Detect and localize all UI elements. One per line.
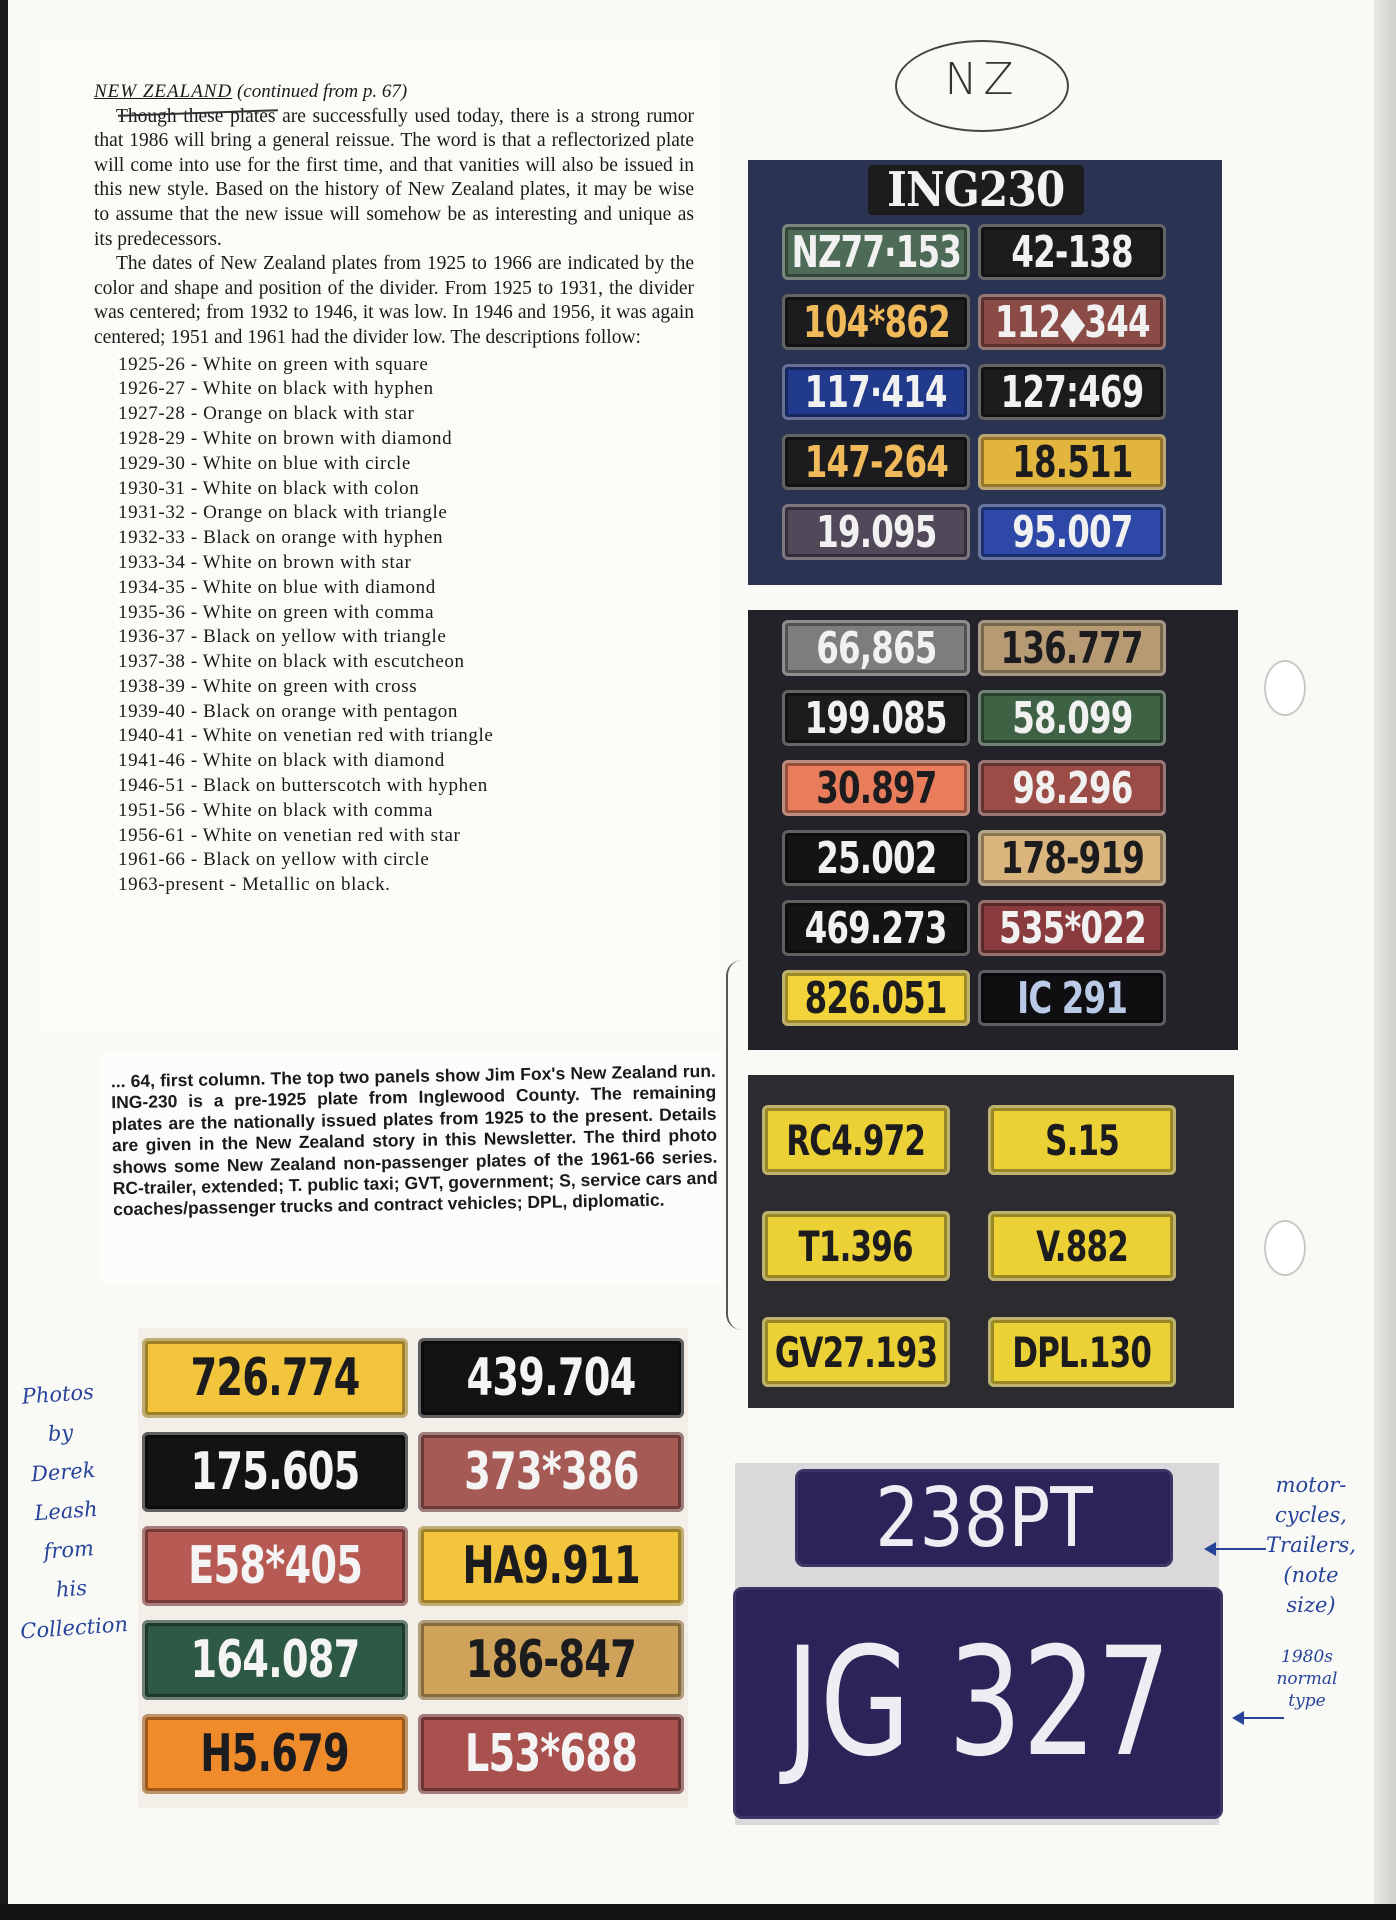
- plate-date-item: 1925-26 - White on green with square: [118, 353, 429, 375]
- binder-hole-bottom: [1264, 1220, 1306, 1276]
- license-plate: 127:469: [978, 364, 1166, 420]
- license-plate: 373*386: [418, 1432, 684, 1512]
- article-para-1: Though these plates are successfully used today, there is a strong rumor that 1986 will bring a general reissue. The word is that a reflectorized plate will come into use for the first time, and that vanities will also be issued in this new style. Based on the history of New Zealand plates, it may be wise to assume that the new issue will somehow be as interesting and unique as its predecessors.: [94, 105, 694, 250]
- plate-date-item: 1932-33 - Black on orange with hyphen: [118, 527, 444, 549]
- license-plate: GV27.193: [762, 1317, 950, 1387]
- handwritten-note-1980s: [1252, 1646, 1362, 1712]
- plate-ing230: ING230: [868, 165, 1084, 215]
- nz-mark: NZ: [895, 40, 1069, 132]
- plate-date-item: 1937-38 - White on black with escutcheon: [118, 651, 465, 673]
- license-plate: V.882: [988, 1211, 1176, 1281]
- license-plate: 175.605: [142, 1432, 408, 1512]
- license-plate: L53*688: [418, 1714, 684, 1794]
- license-plate: S.15: [988, 1105, 1176, 1175]
- plate-date-item: 1961-66 - Black on yellow with circle: [118, 849, 430, 871]
- plate-date-item: 1929-30 - White on blue with circle: [118, 452, 411, 474]
- license-plate: 58.099: [978, 690, 1166, 746]
- plate-date-item: 1928-29 - White on brown with diamond: [118, 427, 453, 449]
- article-para-2: The dates of New Zealand plates from 1925 to 1966 are indicated by the color and shape and position of the divider. From 1925 to 1931, the divider was centered; from 1932 to 1946, it was low. In 1946 and 1956, it was again centered; 1951 and 1961 had the divider low. The descriptions follow:: [94, 253, 694, 348]
- scan-border-bottom: [0, 1904, 1396, 1920]
- plate-date-item: 1951-56 - White on black with comma: [118, 799, 434, 821]
- license-plate: 66,865: [782, 620, 970, 676]
- plate-date-item: 1930-31 - White on black with colon: [118, 477, 420, 499]
- plate-date-item: 1939-40 - Black on orange with pentagon: [118, 700, 458, 722]
- handwritten-line: from: [42, 1536, 95, 1564]
- license-plate: 199.085: [782, 690, 970, 746]
- handwritten-line: Trailers,: [1266, 1533, 1356, 1557]
- plate-date-item: 1940-41 - White on venetian red with triangle: [118, 725, 494, 747]
- plate-date-item: 1963-present - Metallic on black.: [118, 874, 391, 896]
- plate-date-item: 1941-46 - White on black with diamond: [118, 750, 445, 772]
- article-heading: [94, 80, 694, 105]
- photo-panel-non-passenger: [748, 1075, 1234, 1408]
- license-plate: NZ77·153: [782, 224, 970, 280]
- handwritten-note-motorcycles: [1236, 1470, 1386, 1620]
- handwritten-line: Photos: [20, 1379, 95, 1409]
- plate-date-item: 1938-39 - White on green with cross: [118, 675, 418, 697]
- handwritten-note-photo-credit: [0, 1371, 135, 1652]
- license-plate: RC4.972: [762, 1105, 950, 1175]
- plate-date-item: 1935-36 - White on green with comma: [118, 601, 435, 623]
- handwritten-line: Collection: [19, 1611, 129, 1644]
- license-plate: 469.273: [782, 900, 970, 956]
- plate-date-item: 1931-32 - Orange on black with triangle: [118, 502, 448, 524]
- handwritten-line: normal: [1276, 1669, 1338, 1689]
- handwritten-line: (note: [1283, 1563, 1339, 1587]
- photo-panel-later-plates: [748, 610, 1238, 1050]
- license-plate: 186-847: [418, 1620, 684, 1700]
- handwritten-line: his: [55, 1575, 88, 1602]
- license-plate: 117·414: [782, 364, 970, 420]
- license-plate: IC 291: [978, 970, 1166, 1026]
- plate-date-item: 1946-51 - Black on butterscotch with hyphen: [118, 775, 488, 797]
- plate-date-item: 1956-61 - White on venetian red with star: [118, 824, 461, 846]
- license-plate: 30.897: [782, 760, 970, 816]
- heading-continued: (continued from p. 67): [232, 81, 408, 102]
- heading-country: NEW ZEALAND: [94, 81, 233, 102]
- license-plate: 535*022: [978, 900, 1166, 956]
- arrow-to-small-plate: [1206, 1548, 1266, 1550]
- license-plate: 18.511: [978, 434, 1166, 490]
- handwritten-line: by: [47, 1420, 74, 1447]
- license-plate: H5.679: [142, 1714, 408, 1794]
- scan-border-left: [0, 0, 8, 1920]
- license-plate: DPL.130: [988, 1317, 1176, 1387]
- license-plate: 95.007: [978, 504, 1166, 560]
- handwritten-line: Derek: [30, 1457, 97, 1487]
- plate-date-item: 1926-27 - White on black with hyphen: [118, 378, 434, 400]
- license-plate: 726.774: [142, 1338, 408, 1418]
- handwritten-line: Leash: [33, 1496, 99, 1526]
- license-plate: 98.296: [978, 760, 1166, 816]
- handwritten-line: type: [1288, 1691, 1326, 1711]
- plate-large-jg327: JG 327: [736, 1590, 1220, 1816]
- plate-small-238pt: 238PT: [798, 1472, 1170, 1564]
- plate-date-item: 1933-34 - White on brown with star: [118, 551, 412, 573]
- license-plate: 112◆344: [978, 294, 1166, 350]
- handwritten-line: motor-: [1275, 1473, 1347, 1497]
- plate-date-item: 1936-37 - Black on yellow with triangle: [118, 626, 447, 648]
- license-plate: 104*862: [782, 294, 970, 350]
- photo-caption: ... 64, first column. The top two panels show Jim Fox's New Zealand run. ING-230 is a pre-1925 plate from Inglewood County. The remaining plates are the nationally issued plates from 1925 to the present. Details are given in the New Zealand story in this Newsletter. The third photo shows some New Zealand non-passenger plates of the 1961-66 series. RC-trailer, extended; T. public taxi; GVT, government; S, service cars and coaches/passenger trucks and contract vehicles; DPL, diplomatic.: [110, 1060, 718, 1220]
- plate-date-list: [94, 353, 694, 899]
- license-plate: 178-919: [978, 830, 1166, 886]
- handwritten-line: size): [1286, 1593, 1336, 1617]
- license-plate: 147-264: [782, 434, 970, 490]
- scan-border-right: [1374, 0, 1396, 1920]
- license-plate: 826.051: [782, 970, 970, 1026]
- arrow-to-large-plate: [1234, 1717, 1284, 1719]
- license-plate: 19.095: [782, 504, 970, 560]
- handwritten-line: 1980s: [1281, 1647, 1333, 1667]
- plate-date-item: 1934-35 - White on blue with diamond: [118, 576, 436, 598]
- photo-panel-derek-collection: [138, 1328, 688, 1808]
- license-plate: 136.777: [978, 620, 1166, 676]
- handwritten-line: cycles,: [1275, 1503, 1347, 1527]
- article: [94, 80, 694, 898]
- license-plate: E58*405: [142, 1526, 408, 1606]
- license-plate: 25.002: [782, 830, 970, 886]
- binder-hole-top: [1264, 660, 1306, 716]
- license-plate: 439.704: [418, 1338, 684, 1418]
- license-plate: 42-138: [978, 224, 1166, 280]
- plate-date-item: 1927-28 - Orange on black with star: [118, 403, 415, 425]
- license-plate: HA9.911: [418, 1526, 684, 1606]
- caption-brace: [726, 960, 746, 1330]
- photo-panel-early-plates: [748, 160, 1222, 585]
- license-plate: T1.396: [762, 1211, 950, 1281]
- license-plate: 164.087: [142, 1620, 408, 1700]
